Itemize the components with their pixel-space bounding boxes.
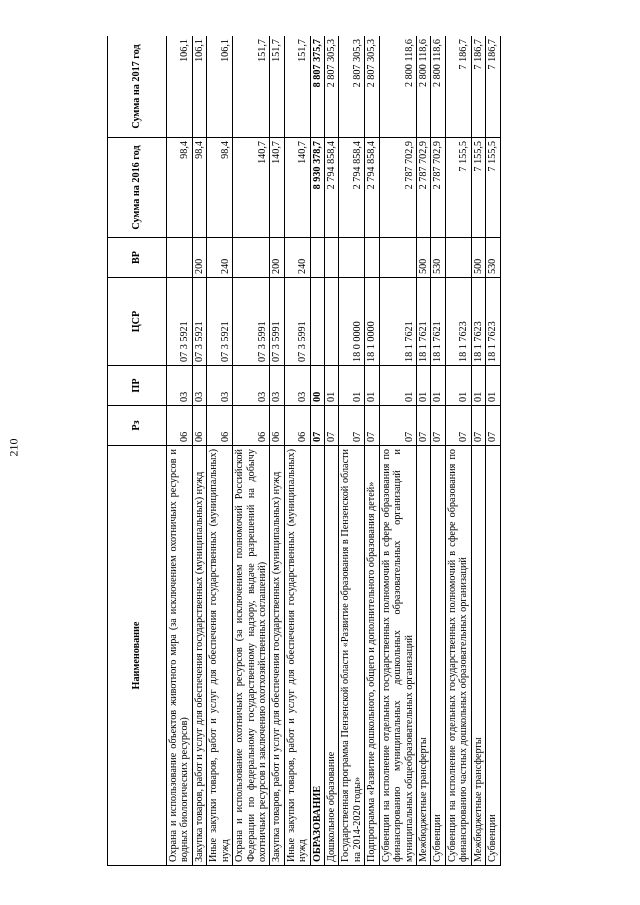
- cell-vr: 240: [284, 238, 310, 278]
- cell-name: Дошкольное образование: [325, 446, 339, 866]
- cell-name: Закупка товаров, работ и услуг для обеспечения государственных (муниципальных) нужд: [192, 446, 206, 866]
- cell-sum-2017: 2 800 118,6: [417, 36, 431, 138]
- cell-csr: 18 1 7623: [445, 278, 471, 366]
- cell-rz: 07: [339, 406, 365, 446]
- cell-sum-2016: 2 794 858,4: [339, 138, 365, 238]
- table-row: [339, 36, 365, 866]
- cell-sum-2016: 2 787 702,9: [417, 138, 431, 238]
- table-row: [445, 36, 471, 866]
- table-row: [417, 36, 431, 866]
- cell-pr: 03: [233, 366, 270, 406]
- cell-sum-2017: 2 800 118,6: [431, 36, 445, 138]
- cell-sum-2016: 2 794 858,4: [365, 138, 379, 238]
- cell-vr: [310, 238, 324, 278]
- cell-name: Охрана и использование охотничьих ресурсов (за исключением полномочий Российской Федерации по федеральному государственному надзору, выдаче разрешений на добычу охотничьих ресурсов и заключению охотхозяйственных соглашений): [233, 446, 270, 866]
- cell-pr: 03: [192, 366, 206, 406]
- cell-rz: 06: [167, 406, 193, 446]
- cell-sum-2016: 2 787 702,9: [431, 138, 445, 238]
- table-row: [270, 36, 284, 866]
- cell-sum-2017: 151,7: [233, 36, 270, 138]
- cell-rz: 07: [486, 406, 500, 446]
- cell-rz: 07: [379, 406, 416, 446]
- cell-rz: 06: [284, 406, 310, 446]
- cell-sum-2017: 106,1: [167, 36, 193, 138]
- cell-csr: 18 1 0000: [365, 278, 379, 366]
- cell-pr: 01: [431, 366, 445, 406]
- cell-csr: 07 3 5991: [270, 278, 284, 366]
- cell-csr: 18 1 7623: [471, 278, 485, 366]
- cell-rz: 07: [310, 406, 324, 446]
- cell-pr: 01: [365, 366, 379, 406]
- cell-pr: 03: [167, 366, 193, 406]
- cell-vr: 500: [417, 238, 431, 278]
- cell-pr: 01: [325, 366, 339, 406]
- cell-vr: [233, 238, 270, 278]
- cell-csr: 18 1 7621: [417, 278, 431, 366]
- cell-pr: 01: [471, 366, 485, 406]
- cell-sum-2016: 98,4: [207, 138, 233, 238]
- cell-pr: 01: [445, 366, 471, 406]
- cell-rz: 06: [207, 406, 233, 446]
- cell-csr: 07 3 5991: [284, 278, 310, 366]
- cell-csr: [310, 278, 324, 366]
- cell-sum-2016: 2 787 702,9: [379, 138, 416, 238]
- page-number-strip: [0, 0, 24, 905]
- cell-rz: 06: [270, 406, 284, 446]
- cell-sum-2017: 2 807 305,3: [325, 36, 339, 138]
- cell-vr: 530: [486, 238, 500, 278]
- cell-pr: 01: [339, 366, 365, 406]
- header-sum-2016: Сумма на 2016 год: [108, 138, 167, 238]
- cell-vr: 530: [431, 238, 445, 278]
- table-row: [167, 36, 193, 866]
- cell-sum-2016: 140,7: [270, 138, 284, 238]
- cell-name: Охрана и использование объектов животного мира (за исключением охотничьих ресурсов и водных биологических ресурсов): [167, 446, 193, 866]
- budget-table: [107, 36, 501, 866]
- table-row: [233, 36, 270, 866]
- cell-name: Иные закупки товаров, работ и услуг для обеспечения государственных (муниципальных) нужд: [284, 446, 310, 866]
- table-row: [431, 36, 445, 866]
- cell-pr: 03: [207, 366, 233, 406]
- cell-rz: 06: [233, 406, 270, 446]
- cell-vr: [379, 238, 416, 278]
- cell-csr: 07 3 5921: [167, 278, 193, 366]
- cell-sum-2017: 2 807 305,3: [365, 36, 379, 138]
- cell-pr: 01: [379, 366, 416, 406]
- header-name: Наименование: [108, 446, 167, 866]
- cell-csr: 18 1 7623: [486, 278, 500, 366]
- header-sum-2017: Сумма на 2017 год: [108, 36, 167, 138]
- cell-name: Субвенции: [486, 446, 500, 866]
- table-row: [284, 36, 310, 866]
- cell-sum-2017: 151,7: [284, 36, 310, 138]
- cell-pr: 01: [417, 366, 431, 406]
- cell-csr: 07 3 5921: [192, 278, 206, 366]
- cell-rz: 07: [471, 406, 485, 446]
- cell-rz: 06: [192, 406, 206, 446]
- cell-sum-2017: 7 186,7: [486, 36, 500, 138]
- cell-sum-2017: 151,7: [270, 36, 284, 138]
- cell-name: Государственная программа Пензенской области «Развитие образования в Пензенской области на 2014-2020 годы»: [339, 446, 365, 866]
- cell-rz: 07: [417, 406, 431, 446]
- cell-sum-2017: 7 186,7: [445, 36, 471, 138]
- cell-name: Межбюджетные трансферты: [471, 446, 485, 866]
- cell-vr: 200: [192, 238, 206, 278]
- table-row: [207, 36, 233, 866]
- cell-name: Закупка товаров, работ и услуг для обеспечения государственных (муниципальных) нужд: [270, 446, 284, 866]
- cell-csr: [325, 278, 339, 366]
- cell-rz: 07: [445, 406, 471, 446]
- cell-name: Подпрограмма «Развитие дошкольного, общего и дополнительного образования детей»: [365, 446, 379, 866]
- header-vr: ВР: [108, 238, 167, 278]
- cell-sum-2017: 8 807 375,7: [310, 36, 324, 138]
- cell-sum-2016: 8 930 378,7: [310, 138, 324, 238]
- cell-sum-2016: 7 155,5: [445, 138, 471, 238]
- cell-sum-2017: 106,1: [192, 36, 206, 138]
- cell-sum-2016: 7 155,5: [486, 138, 500, 238]
- cell-name: Субвенции: [431, 446, 445, 866]
- cell-rz: 07: [325, 406, 339, 446]
- page-number: 210: [6, 438, 21, 457]
- cell-rz: 07: [431, 406, 445, 446]
- cell-name: Субвенции на исполнение отдельных государственных полномочий в сфере образования по финансированию частных дошкольных образовательных организаций: [445, 446, 471, 866]
- cell-sum-2016: 98,4: [167, 138, 193, 238]
- header-csr: ЦСР: [108, 278, 167, 366]
- cell-sum-2017: 2 807 305,3: [339, 36, 365, 138]
- cell-vr: 240: [207, 238, 233, 278]
- cell-csr: 18 0 0000: [339, 278, 365, 366]
- cell-sum-2016: 2 794 858,4: [325, 138, 339, 238]
- cell-sum-2017: 106,1: [207, 36, 233, 138]
- header-rz: Рз: [108, 406, 167, 446]
- table-body: [167, 36, 501, 866]
- cell-sum-2016: 7 155,5: [471, 138, 485, 238]
- rotated-table-frame: [107, 36, 605, 866]
- cell-sum-2016: 98,4: [192, 138, 206, 238]
- table-row: [325, 36, 339, 866]
- cell-name: Иные закупки товаров, работ и услуг для обеспечения государственных (муниципальных) нужд: [207, 446, 233, 866]
- cell-vr: [445, 238, 471, 278]
- table-row: [379, 36, 416, 866]
- cell-pr: 00: [310, 366, 324, 406]
- cell-pr: 03: [270, 366, 284, 406]
- cell-vr: 200: [270, 238, 284, 278]
- cell-csr: 07 3 5921: [207, 278, 233, 366]
- table-row: [486, 36, 500, 866]
- cell-csr: 18 1 7621: [431, 278, 445, 366]
- cell-sum-2016: 140,7: [233, 138, 270, 238]
- cell-name: Субвенции на исполнение отдельных государственных полномочий в сфере образования по финансированию муниципальных дошкольных образовательных организаций и муниципальных общеобразовательных организаций: [379, 446, 416, 866]
- cell-sum-2017: 7 186,7: [471, 36, 485, 138]
- cell-vr: [339, 238, 365, 278]
- cell-vr: [167, 238, 193, 278]
- cell-pr: 01: [486, 366, 500, 406]
- cell-csr: 07 3 5991: [233, 278, 270, 366]
- table-row: [192, 36, 206, 866]
- cell-sum-2017: 2 800 118,6: [379, 36, 416, 138]
- cell-vr: 500: [471, 238, 485, 278]
- cell-vr: [325, 238, 339, 278]
- cell-vr: [365, 238, 379, 278]
- cell-sum-2016: 140,7: [284, 138, 310, 238]
- header-pr: ПР: [108, 366, 167, 406]
- table-header-row: [108, 36, 167, 866]
- table-row: [365, 36, 379, 866]
- cell-name: Межбюджетные трансферты: [417, 446, 431, 866]
- cell-csr: 18 1 7621: [379, 278, 416, 366]
- cell-name: ОБРАЗОВАНИЕ: [310, 446, 324, 866]
- cell-rz: 07: [365, 406, 379, 446]
- cell-pr: 03: [284, 366, 310, 406]
- rotated-table-container: [107, 36, 605, 866]
- table-row: [471, 36, 485, 866]
- table-row: [310, 36, 324, 866]
